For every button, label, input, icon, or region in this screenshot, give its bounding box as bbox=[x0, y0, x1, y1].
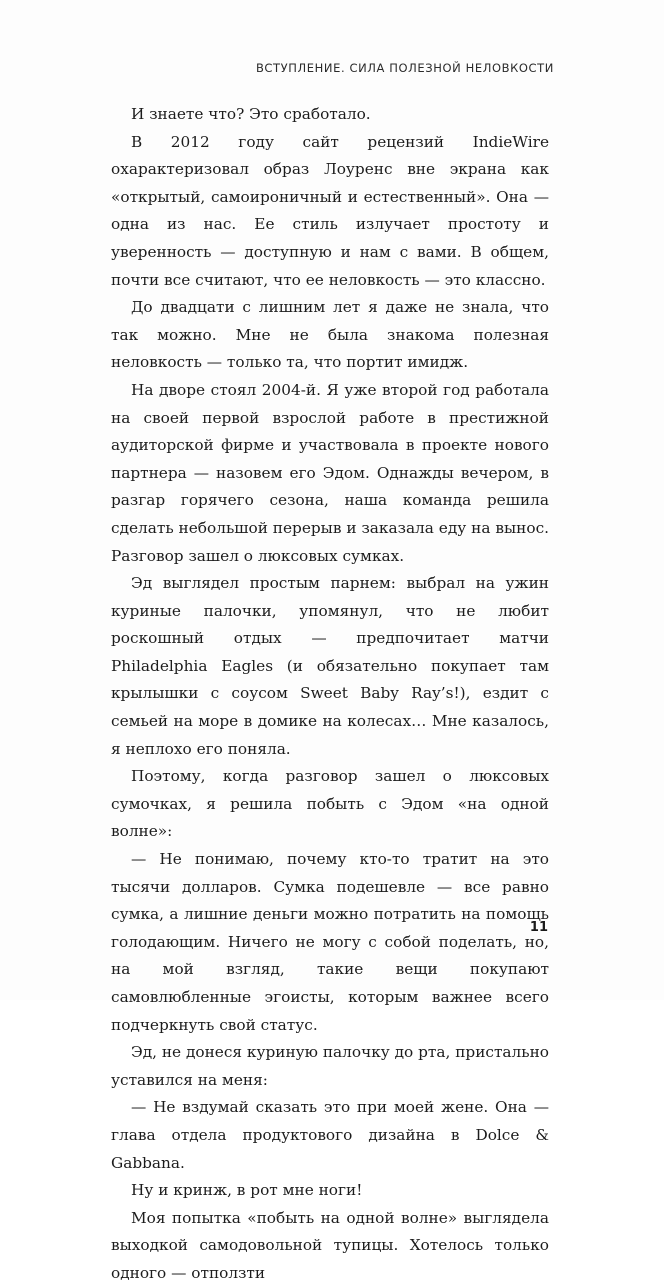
paragraph: До двадцати с лишним лет я даже не знала, что так можно. Мне не была знакома полезная неловкость — только та, что портит имидж. bbox=[111, 298, 549, 372]
body-text bbox=[111, 101, 549, 1288]
paragraph: Моя попытка «побыть на одной волне» выглядела выходкой самодовольной тупицы. Хотелось только одного — отползти bbox=[111, 1208, 549, 1282]
paragraph: И знаете что? Это сработало. bbox=[131, 105, 371, 123]
paragraph: В 2012 году сайт рецензий IndieWire охарактеризовал образ Лоуренс вне экрана как «открытый, самоироничный и естественный». Она — одна из нас. Ее стиль излучает простоту и уверенность — доступную и нам с вами. В общем, почти все считают, что ее неловкость — это классно. bbox=[111, 132, 549, 289]
dialogue-paragraph: — Не вздумай сказать это при моей жене. Она — глава отдела продуктового дизайна в Dolce & Gabbana. bbox=[111, 1098, 549, 1172]
paragraph: Эд, не донеся куриную палочку до рта, пристально уставился на меня: bbox=[111, 1043, 549, 1089]
paragraph: Эд выглядел простым парнем: выбрал на ужин куриные палочки, упомянул, что не любит роскошный отдых — предпочитает матчи Philadelphia Eagles (и обязательно покупает там крылышки с соусом Sweet Baby Ray’s!), ездит с семьей на море в домике на колесах… Мне казалось, я неплохо его поняла. bbox=[111, 574, 549, 758]
paragraph: На дворе стоял 2004-й. Я уже второй год работала на своей первой взрослой работе в престижной аудиторской фирме и участвовала в проекте нового партнера — назовем его Эдом. Однажды вечером, в разгар горячего сезона, наша команда решила сделать небольшой перерыв и заказала еду на вынос. Разговор зашел о люксовых сумках. bbox=[111, 380, 549, 565]
paragraph: Поэтому, когда разговор зашел о люксовых сумочках, я решила побыть с Эдом «на одной волне»: bbox=[111, 767, 549, 841]
page-number: 11 bbox=[529, 920, 548, 935]
running-header: ВСТУПЛЕНИЕ. СИЛА ПОЛЕЗНОЙ НЕЛОВКОСТИ bbox=[255, 61, 554, 75]
dialogue-paragraph: — Не понимаю, почему кто-то тратит на это тысячи долларов. Сумка подешевле — все равно сумка, а лишние деньги можно потратить на помощь голодающим. Ничего не могу с собой поделать, но, на мой взгляд, такие вещи покупают самовлюбленные эгоисты, которым важнее всего подчеркнуть свой статус. bbox=[111, 850, 549, 1034]
paragraph: Ну и кринж, в рот мне ноги! bbox=[131, 1181, 363, 1200]
